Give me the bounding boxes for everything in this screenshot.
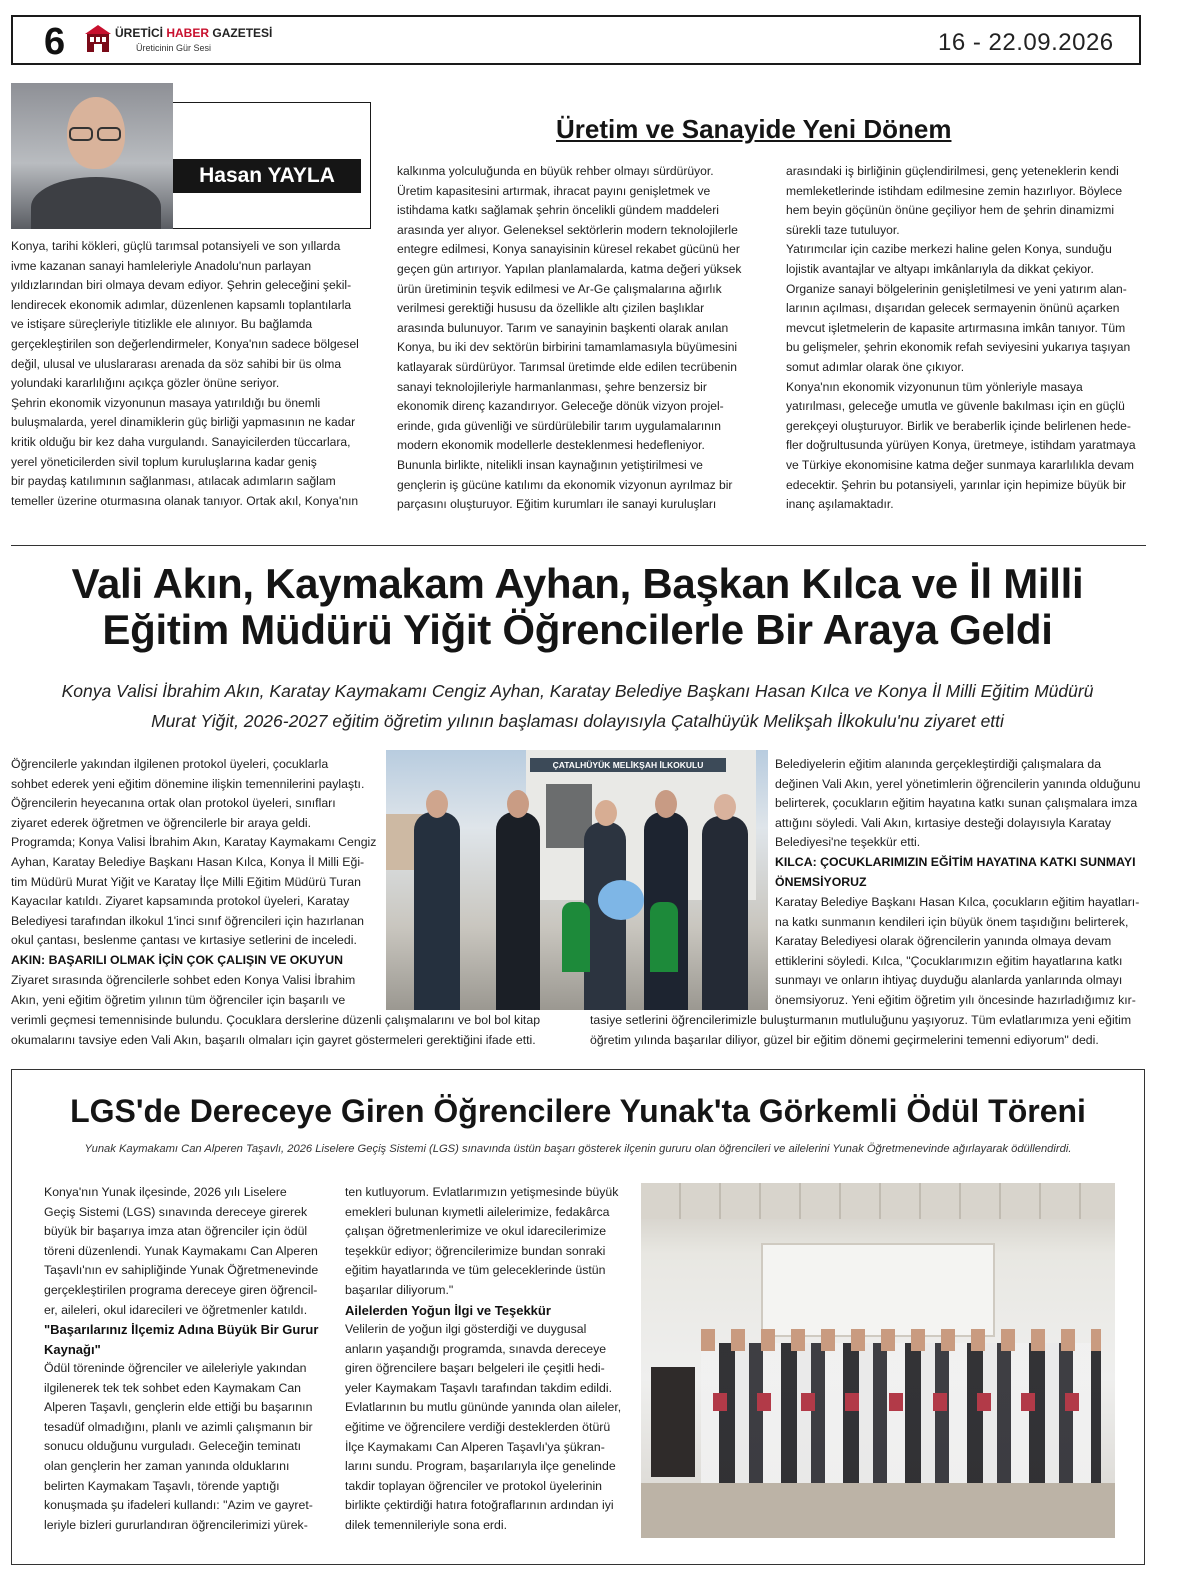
article-1-photo: [386, 750, 768, 1010]
newspaper-name-part-2: HABER: [166, 26, 210, 40]
article-2-subheading-2: Ailelerden Yoğun İlgi ve Teşekkür: [345, 1303, 551, 1318]
column-title: Üretim ve Sanayide Yeni Dönem: [556, 114, 952, 144]
article-2-headline: LGS'de Dereceye Giren Öğrencilere Yunak'ta Görkemli Ödül Töreni: [70, 1093, 1086, 1129]
author-name: Hasan YAYLA: [173, 159, 361, 193]
author-box-rule-bottom: [173, 228, 371, 229]
article-1-headline-line-1: Vali Akın, Kaymakam Ayhan, Başkan Kılca ve İl Milli: [71, 560, 1084, 607]
page-number: 6: [44, 21, 66, 63]
newspaper-name-part-3: GAZETESİ: [212, 26, 273, 40]
article-1-headline: [0, 561, 1155, 653]
article-1-col-1: Öğrencilerle yakından ilgilenen protokol üyeleri, çocuklarla sohbet ederek yeni eğitim dönemine ilişkin temennilerini paylaştı. Öğrencilerin heyecanına ortak olan protokol üyeleri, sınıfları ziyaret ederek öğretmen ve öğrencilerle bir araya geldi. Programda; Konya Valisi İbrahim Akın, Karatay Kaymakamı Cengiz Ayhan, Karatay Belediye Başkanı Hasan Kılca, Konya İl Milli Eği- tim Müdürü Murat Yiğit ve Karatay İlçe Milli Eğitim Müdürü Turan Kayacılar katıldı. Ziyaret kapsamında protokol üyeleri, Karatay Belediyesi tarafından ilkokul 1'inci sınıf öğrencileri için hazırlanan okul çantası, beslenme çantası ve kırtasiye setlerini de inceledi.: [11, 757, 377, 948]
article-1-headline-line-2: Eğitim Müdürü Yiğit Öğrencilerle Bir Araya Geldi: [102, 606, 1053, 653]
article-1-wide-text-right: tasiye setlerini öğrencilerimizle buluşturmanın mutluluğunu yaşıyoruz. Tüm evlatlarımıza yeni eğitim öğretim yılında başarılar diliyor, güzel bir eğitim dönemi geçirmelerini temenni ediyorum" dedi.: [590, 1013, 1132, 1047]
issue-date: 16 - 22.09.2026: [938, 29, 1114, 56]
author-box-rule-right: [370, 102, 371, 229]
school-sign: ÇATALHÜYÜK MELİKŞAH İLKOKULU: [530, 758, 726, 772]
article-1-subheading-2: KILCA: ÇOCUKLARIMIZIN EĞİTİM HAYATINA KATKI SUNMAYI ÖNEMSİYORUZ: [775, 855, 1136, 889]
article-1-col-3: Belediyelerin eğitim alanında gerçekleştirdiği çalışmalara da değinen Vali Akın, yerel yönetimlerin öğrencilerin yanında olduğunu belirterek, çocukların eğitim hayatına katkı sunan çalışmalara imza attığını söyledi. Vali Akın, kırtasiye desteği dolayısıyla Karatay Belediyesi'ne teşekkür etti.: [775, 757, 1141, 850]
newspaper-name: [115, 26, 272, 40]
article-2-col-2b: Velilerin de yoğun ilgi gösterdiği ve duygusal anların yaşandığı programda, sınavda dereceye giren öğrencilere başarı belgeleri ile çeşitli hedi- yeler Kaymakam Taşavlı tarafından takdim edildi. Evlatlarının bu mutlu gününde yanında olan aileler, eğitime ve öğrencilere verdiği desteklerden ötürü İlçe Kaymakamı Can Alperen Taşavlı'ya şükran- larını sundu. Program, başarılarıyla ilçe genelinde takdir toplayan öğrenciler ve protokol üyelerinin birlikte çektirdiği hatıra fotoğraflarının ardından iyi dilek temennileriyle sona erdi.: [345, 1322, 622, 1532]
article-1-spot-line-1: Konya Valisi İbrahim Akın, Karatay Kaymakamı Cengiz Ayhan, Karatay Belediye Başkanı Hasan Kılca ve Konya İl Milli Eğitim Müdürü: [61, 681, 1094, 701]
newspaper-slogan: Üreticinin Gür Sesi: [136, 43, 212, 53]
article-2-col-1b: Ödül töreninde öğrenciler ve aileleriyle yakından ilgilenerek tek tek sohbet eden Kaymakam Can Alperen Taşavlı, gençlerin elde ettiği bu başarının tesadüf olmadığını, planlı ve azimli çalışmanın bir sonucu olduğunu vurguladı. Geleceğin teminatı olan gençlerin her zaman yanında olduklarını belirten Kaymakam Taşavlı, törende yaptığı konuşmada şu ifadeleri kullandı: "Azim ve gayret- leriyle bizleri gururlandıran öğrencilerimizi yürek-: [44, 1361, 313, 1532]
article-1-wide-text-left: verimli geçmesi temennisinde bulundu. Çocuklara derslerine düzenli çalışmalarını ve bol bol kitap okumalarını tavsiye eden Vali Akın, başarılı olmaları için gayret göstermeleri gerektiğini ifade etti.: [11, 1013, 541, 1047]
column-text-col-3: arasındaki iş birliğinin güçlendirilmesi, genç yeteneklerin kendi memleketlerinde istihdam edilmesine zemin hazırlıyor. Böylece hem beyin göçünün önüne geçiliyor hem de şehrin dinamizmi sürekli taze tutuluyor. Yatırımcılar için cazibe merkezi haline gelen Konya, sunduğu lojistik avantajlar ve altyapı imkânlarıyla da dikkat çekiyor. Organize sanayi bölgelerinin genişletilmesi ve yeni yatırım alan- larının açılması, dışarıdan gelecek sermayenin önünü açarken mevcut işletmelerin de kapasite artırmasına imkân tanıyor. Tüm bu gelişmeler, şehrin ekonomik refah seviyesini yukarıya taşıyan somut adımlar olarak öne çıkıyor. Konya'nın ekonomik vizyonunun tüm yönleriyle masaya yatırılması, geleceğe umutla ve güvenle bakılması için en güçlü gerekçeyi oluşturuyor. Birlik ve beraberlik içinde belirlenen hede- fler doğrultusunda yürüyen Konya, üretmeye, istihdam yaratmaya ve Türkiye ekonomisine katma değer sunmaya kararlılıkla devam edecektir. Şehrin bu potansiyeli, yarınlar için hepimize büyük bir inanç aşılamaktadır.: [786, 164, 1136, 512]
column-text-col-2: kalkınma yolculuğunda en büyük rehber olmayı sürdürüyor. Üretim kapasitesini artırmak, ihracat payını genişletmek ve istihdama katkı sağlamak şehrin öncelikli gündem maddeleri arasında yer alıyor. Geleneksel sektörlerin modern teknolojilerle entegre edilmesi, Konya sanayisinin küresel rekabet gücünü her geçen gün artırıyor. Yapılan planlamalarda, katma değeri yüksek ürün üretiminin teşvik edilmesi ve Ar-Ge çalışmalarına ağırlık verilmesi gerektiği hususu da özellikle altı çizilen başlıklar arasında bulunuyor. Tarım ve sanayinin başkenti olarak anılan Konya, bu iki dev sektörün birbirini tamamlamasıyla büyümesini katlayarak sürdürüyor. Tarımsal üretimde elde edilen tecrübenin sanayi teknolojileriyle harmanlanması, şehre benzersiz bir ekonomik direnç kazandırıyor. Geleceğe dönük vizyon projel- erinde, gıda güvenliği ve sürdürülebilir tarım uygulamalarının modern ekonomik modellerle desteklenmesi hedefleniyor. Bununla birlikte, nitelikli insan kaynağının yetiştirilmesi ve gençlerin iş gücüne katılımı da ekonomik vizyonun ayrılmaz bir parçasını oluşturuyor. Eğitim kurumları ile sanayi kuruluşları: [397, 164, 742, 512]
article-1-spot-line-2: Murat Yiğit, 2026-2027 eğitim öğretim yılının başlaması dolayısıyla Çatalhüyük Melikşah İlkokulu'nu ziyaret etti: [151, 711, 1004, 731]
newspaper-name-part-1: ÜRETİCİ: [115, 26, 163, 40]
article-2-col-2: ten kutluyorum. Evlatlarımızın yetişmesinde büyük emekleri bulunan kıymetli ailelerimize, fedakârca çalışan öğretmenlerimize ve okul idarecilerimize teşekkür ediyor; öğrencilerimize bundan sonraki eğitim hayatlarında ve tüm geleceklerinde üstün başarılar diliyorum.": [345, 1185, 619, 1297]
column-text-col-1: Konya, tarihi kökleri, güçlü tarımsal potansiyeli ve son yıllarda ivme kazanan sanayi hamleleriyle Anadolu'nun parlayan yıldızlarından biri olmaya devam ediyor. Şehrin geleceğini şekil- lendirecek ekonomik adımlar, düzenlenen kapsamlı toplantılarla ve istişare süreçleriyle titizlikle ele alınıyor. Bu bağlamda gerçekleştirilen son değerlendirmeler, Konya'nın sadece bölgesel değil, ulusal ve uluslararası arenada da söz sahibi bir üs olma yolundaki kararlılığını açıkça gözler önüne seriyor. Şehrin ekonomik vizyonunun masaya yatırıldığı bu önemli buluşmalarda, yerel dinamiklerin güç birliği yapmasının ne kadar kritik olduğu bir kez daha vurgulandı. Sanayicilerden tüccarlara, yerel yöneticilerden sivil toplum kuruluşlarına kadar geniş bir paydaş katılımının sağlanması, atılacak adımların sağlam temeller üzerine oturmasına olanak tanıyor. Ortak akıl, Konya'nın: [11, 239, 359, 508]
author-box-rule-top: [173, 102, 371, 103]
article-2-spot: Yunak Kaymakamı Can Alperen Taşavlı, 2026 Liselere Geçiş Sistemi (LGS) sınavında üstün başarı gösterek ilçenin gururu olan öğrencileri ve ailelerini Yunak Öğretmenevinde ağırlayarak ödüllendirdi.: [84, 1143, 1072, 1155]
article-2-subheading-1: "Başarılarınız İlçemiz Adına Büyük Bir Gurur Kaynağı": [44, 1322, 319, 1357]
newspaper-logo-icon: [84, 24, 112, 54]
article-1-spot: [0, 676, 1155, 736]
article-2-col-1: Konya'nın Yunak ilçesinde, 2026 yılı Liselere Geçiş Sistemi (LGS) sınavında dereceye girerek büyük bir başarıya imza atan öğrenciler için ödül töreni düzenlendi. Yunak Kaymakamı Can Alperen Taşavlı'nın ev sahipliğinde Yunak Öğretmenevinde gerçekleştirilen programa dereceye giren öğrencil- er, aileleri, okul idarecileri ve öğretmenler katıldı.: [44, 1185, 319, 1317]
section-divider: [11, 545, 1146, 546]
article-2-photo: [641, 1183, 1115, 1538]
article-1-subheading-1: AKIN: BAŞARILI OLMAK İÇİN ÇOK ÇALIŞIN VE OKUYUN: [11, 953, 344, 967]
author-photo: [11, 83, 173, 229]
article-1-col-3b: Karatay Belediye Başkanı Hasan Kılca, çocukların eğitim hayatları- na katkı sunmanın kendileri için büyük önem taşıdığını belirterek, Karatay Belediyesi olarak öğrencilerin yanında olmaya devam ettiklerini söyledi. Kılca, "Çocuklarımızın eğitim hayatlarına katkı sunmayı ve onların ihtiyaç duyduğu alanlarda yanlarında olmayı önemsiyoruz. Yeni eğitim öğretim yılı öncesinde hazırladığımız kır-: [775, 895, 1140, 1007]
article-1-col-1b: Ziyaret sırasında öğrencilerle sohbet eden Konya Valisi İbrahim Akın, yeni eğitim öğretim yılının tüm öğrenciler için başarılı ve: [11, 973, 356, 1007]
